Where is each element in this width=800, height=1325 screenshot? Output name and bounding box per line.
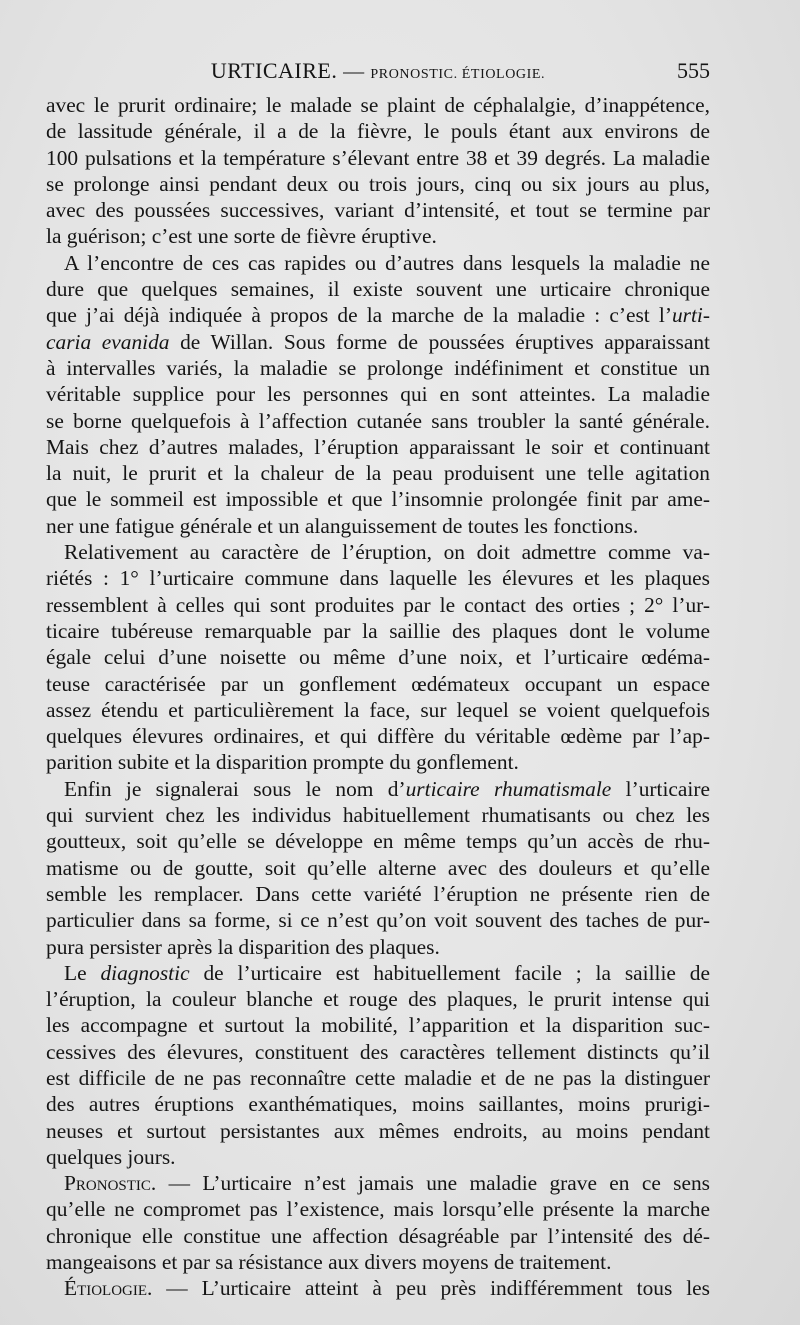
line-text: de l’urticaire est habituellement facile ; la saillie de <box>189 960 710 985</box>
text-line <box>46 223 710 249</box>
text-line <box>46 986 710 1012</box>
text-line <box>46 1275 710 1301</box>
text-line <box>46 486 710 512</box>
line-text: Relativement au caractère de l’éruption, on doit admettre comme va- <box>64 540 710 565</box>
line-text: ticaire tubéreuse remarquable par la saillie des plaques dont le volume <box>46 618 710 643</box>
line-text: matisme ou de goutte, soit qu’elle alterne avec des douleurs et qu’elle <box>46 855 710 880</box>
line-text: quelques jours. <box>46 1144 176 1169</box>
line-text: les accompagne et surtout la mobilité, l’apparition et la disparition suc- <box>46 1013 710 1038</box>
text-line <box>46 250 710 276</box>
text-line <box>46 197 710 223</box>
line-text: teuse caractérisée par un gonflement œdémateux occupant un espace <box>46 671 710 696</box>
line-text: la nuit, le prurit et la chaleur de la peau produisent une telle agitation <box>46 461 710 486</box>
line-text: — L’urticaire n’est jamais une maladie grave en ce sens <box>156 1171 710 1196</box>
text-line <box>46 1170 710 1196</box>
line-text: 100 pulsations et la température s’élevant entre 38 et 39 degrés. La maladie <box>46 145 710 170</box>
text-line <box>46 1223 710 1249</box>
line-text: cessives des élevures, constituent des caractères tellement distincts qu’il <box>46 1039 710 1064</box>
line-text: ner une fatigue générale et un alanguissement de toutes les fonctions. <box>46 513 639 538</box>
line-text: Le <box>64 960 101 985</box>
line-text: particulier dans sa forme, si ce n’est qu’on voit souvent des taches de pur- <box>46 908 710 933</box>
line-text: est difficile de ne pas reconnaître cette maladie et de ne pas la distinguer <box>46 1065 710 1090</box>
text-line <box>46 408 710 434</box>
line-text: pura persister après la disparition des plaques. <box>46 934 440 959</box>
line-text: neuses et surtout persistantes aux mêmes endroits, au moins pendant <box>46 1118 710 1143</box>
title-separator: — <box>337 59 371 83</box>
text-line <box>46 434 710 460</box>
line-text: de Willan. Sous forme de poussées éruptives apparaissant <box>169 329 710 354</box>
line-text: que le sommeil est impossible et que l’insomnie prolongée finit par ame- <box>46 487 710 512</box>
text-line <box>46 749 710 775</box>
text-line <box>46 776 710 802</box>
text-line <box>46 381 710 407</box>
line-text: qui survient chez les individus habituellement rhumatisants ou chez les <box>46 803 710 828</box>
text-line <box>46 1249 710 1275</box>
text-line <box>46 881 710 907</box>
text-line <box>46 618 710 644</box>
line-text: de lassitude générale, il a de la fièvre, le pouls étant aux environs de <box>46 119 710 144</box>
line-text: l’éruption, la couleur blanche et rouge des plaques, le prurit intense qui <box>46 987 710 1012</box>
line-text: qu’elle ne compromet pas l’existence, mais lorsqu’elle présente la marche <box>46 1197 710 1222</box>
line-text: véritable supplice pour les personnes qui en sont atteintes. La maladie <box>46 382 710 407</box>
text-line <box>46 145 710 171</box>
line-text: la guérison; c’est une sorte de fièvre éruptive. <box>46 224 437 249</box>
line-text: se prolonge ainsi pendant deux ou trois jours, cinq ou six jours au plus, <box>46 171 710 196</box>
text-line <box>46 1012 710 1038</box>
text-line <box>46 960 710 986</box>
line-text: chronique elle constitue une affection désagréable par l’intensité des dé- <box>46 1223 710 1248</box>
line-text: dure que quelques semaines, il existe souvent une urticaire chronique <box>46 277 710 302</box>
text-line <box>46 92 710 118</box>
line-text: mangeaisons et par sa résistance aux divers moyens de traitement. <box>46 1250 612 1275</box>
text-line <box>46 934 710 960</box>
italic-term: caria evanida <box>46 329 170 354</box>
text-line <box>46 1091 710 1117</box>
line-text: avec des poussées successives, variant d’intensité, et tout se termine par <box>46 198 710 223</box>
line-text: A l’encontre de ces cas rapides ou d’autres dans lesquels la maladie ne <box>64 250 710 275</box>
text-line <box>46 1118 710 1144</box>
text-line <box>46 513 710 539</box>
section-subtitle: PRONOSTIC. ÉTIOLOGIE. <box>370 67 546 82</box>
running-head <box>46 58 710 88</box>
italic-term: urti- <box>671 303 710 328</box>
text-line <box>46 1144 710 1170</box>
text-line <box>46 1196 710 1222</box>
line-text: Mais chez d’autres malades, l’éruption apparaissant le soir et continuant <box>46 434 710 459</box>
line-text: égale celui d’une noisette ou même d’une noix, et l’urticaire œdéma- <box>46 645 710 670</box>
line-text: l’urticaire <box>611 776 710 801</box>
body-text <box>46 92 710 1302</box>
text-line <box>46 697 710 723</box>
text-line <box>46 1039 710 1065</box>
text-line <box>46 907 710 933</box>
line-text: ressemblent à celles qui sont produites par le contact des orties ; 2° l’ur- <box>46 592 710 617</box>
text-line <box>46 592 710 618</box>
text-line <box>46 329 710 355</box>
line-text: — L’urticaire atteint à peu près indifféremment tous les <box>152 1276 710 1301</box>
line-text: goutteux, soit qu’elle se développe en même temps qu’un accès de rhu- <box>46 829 710 854</box>
text-line <box>46 355 710 381</box>
text-line <box>46 539 710 565</box>
text-line <box>46 828 710 854</box>
line-text: Enfin je signalerai sous le nom d’ <box>64 776 406 801</box>
section-heading: Étiologie. <box>64 1276 153 1301</box>
line-text: des autres éruptions exanthématiques, moins saillantes, moins prurigi- <box>46 1092 710 1117</box>
text-line <box>46 171 710 197</box>
italic-term: diagnostic <box>100 960 190 985</box>
line-text: assez étendu et particulièrement la face, sur lequel se voient quelquefois <box>46 697 710 722</box>
text-line <box>46 644 710 670</box>
text-line <box>46 723 710 749</box>
text-line <box>46 118 710 144</box>
line-text: à intervalles variés, la maladie se prolonge indéfiniment et constitue un <box>46 355 710 380</box>
text-line <box>46 802 710 828</box>
line-text: parition subite et la disparition prompte du gonflement. <box>46 750 519 775</box>
line-text: avec le prurit ordinaire; le malade se plaint de céphalalgie, d’inappétence, <box>46 93 710 117</box>
page-number: 555 <box>677 58 710 83</box>
line-text: que j’ai déjà indiquée à propos de la marche de la maladie : c’est l’ <box>46 303 672 328</box>
text-line <box>46 671 710 697</box>
line-text: se borne quelquefois à l’affection cutanée sans troubler la santé générale. <box>46 408 710 433</box>
text-line <box>46 302 710 328</box>
line-text: semble les remplacer. Dans cette variété l’éruption ne présente rien de <box>46 881 710 906</box>
section-heading: Pronostic. <box>64 1171 157 1196</box>
line-text: quelques élevures ordinaires, et qui diffère du véritable œdème par l’ap- <box>46 724 710 749</box>
running-head-title <box>46 58 710 84</box>
chapter-title: URTICAIRE. <box>210 58 338 83</box>
text-line <box>46 460 710 486</box>
text-line <box>46 565 710 591</box>
text-line <box>46 276 710 302</box>
italic-term: urticaire rhumatismale <box>405 776 612 801</box>
text-line <box>46 1065 710 1091</box>
line-text: riétés : 1° l’urticaire commune dans laquelle les élevures et les plaques <box>46 566 710 591</box>
text-line <box>46 855 710 881</box>
